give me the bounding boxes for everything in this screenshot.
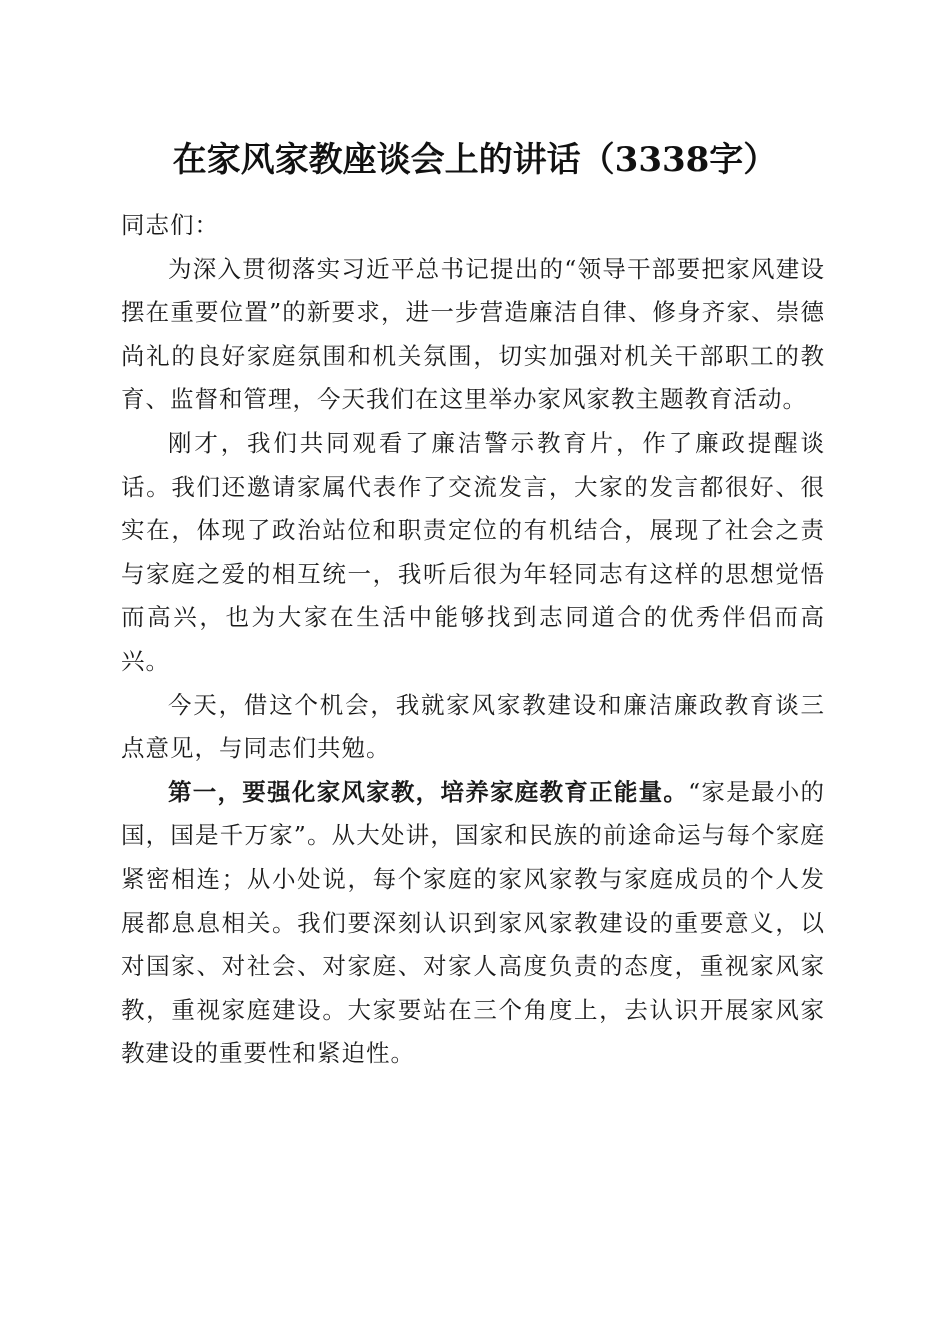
- paragraph-3: [121, 684, 825, 771]
- paragraph-lead-heading: 第一，要强化家风家教，培养家庭教育正能量。: [168, 777, 689, 806]
- paragraph-1: [121, 248, 825, 422]
- paragraph-text: 刚才，我们共同观看了廉洁警示教育片，作了廉政提醒谈话。我们还邀请家属代表作了交流发言，大家的发言都很好、很实在，体现了政治站位和职责定位的有机结合，展现了社会之责与家庭之爱的相互统一，我听后很为年轻同志有这样的思想觉悟而高兴，也为大家在生活中能够找到志同道合的优秀伴侣而高兴。: [121, 428, 825, 675]
- paragraph-text: “家是最小的国，国是千万家”。从大处讲，国家和民族的前途命运与每个家庭紧密相连；从小处说，每个家庭的家风家教与家庭成员的个人发展都息息相关。我们要深刻认识到家风家教建设的重要意义，以对国家、对社会、对家庭、对家人高度负责的态度，重视家风家教，重视家庭建设。大家要站在三个角度上，去认识开展家风家教建设的重要性和紧迫性。: [121, 777, 825, 1068]
- salutation: 同志们：: [121, 211, 219, 239]
- paragraph-2: [121, 422, 825, 684]
- paragraph-4: [121, 771, 825, 1076]
- paragraph-text: 今天，借这个机会，我就家风家教建设和廉洁廉政教育谈三点意见，与同志们共勉。: [121, 690, 825, 763]
- paragraph-text: 为深入贯彻落实习近平总书记提出的“领导干部要把家风建设摆在重要位置”的新要求，进一步营造廉洁自律、修身齐家、崇德尚礼的良好家庭氛围和机关氛围，切实加强对机关干部职工的教育、监督和管理，今天我们在这里举办家风家教主题教育活动。: [121, 254, 825, 414]
- document-body: [121, 204, 825, 1076]
- document-title: 在家风家教座谈会上的讲话（3338字）: [172, 140, 778, 180]
